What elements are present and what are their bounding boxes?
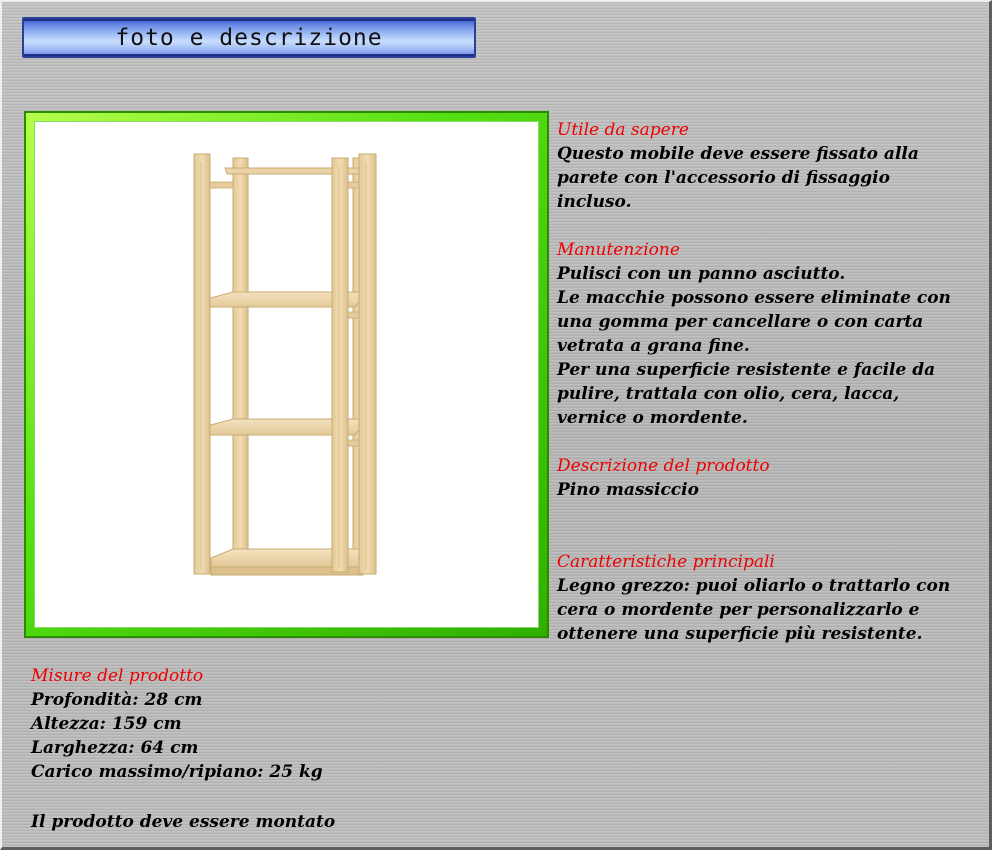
section-caratteristiche-principali bbox=[557, 550, 950, 646]
text-line: incluso. bbox=[557, 192, 632, 212]
text-line: Le macchie possono essere eliminate con bbox=[557, 288, 951, 308]
assembly-note: Il prodotto deve essere montato bbox=[31, 812, 336, 832]
text-line: Legno grezzo: puoi oliarlo o trattarlo con bbox=[557, 576, 951, 596]
text-line: Questo mobile deve essere fissato alla bbox=[557, 144, 919, 164]
text-line: Per una superficie resistente e facile da bbox=[557, 360, 936, 380]
measures-title: Misure del prodotto bbox=[31, 666, 204, 686]
section-manutenzione bbox=[557, 238, 951, 430]
section-body bbox=[557, 478, 770, 502]
section-utile-da-sapere bbox=[557, 118, 919, 214]
text-line: vetrata a grana fine. bbox=[557, 336, 750, 356]
section-title: Caratteristiche principali bbox=[557, 552, 775, 572]
measure-width: Larghezza: 64 cm bbox=[31, 738, 199, 758]
measure-depth: Profondità: 28 cm bbox=[31, 690, 203, 710]
section-title: Descrizione del prodotto bbox=[557, 456, 770, 476]
text-line: ottenere una superficie più resistente. bbox=[557, 624, 923, 644]
product-photo-frame bbox=[24, 111, 549, 638]
measure-max-load: Carico massimo/ripiano: 25 kg bbox=[31, 762, 323, 782]
text-line: Pulisci con un panno asciutto. bbox=[557, 264, 846, 284]
text-line: Pino massiccio bbox=[557, 480, 699, 500]
text-line: parete con l'accessorio di fissaggio bbox=[557, 168, 890, 188]
text-line: una gomma per cancellare o con carta bbox=[557, 312, 924, 332]
page-title: foto e descrizione bbox=[115, 24, 383, 51]
text-line: pulire, trattala con olio, cera, lacca, bbox=[557, 384, 900, 404]
section-title: Utile da sapere bbox=[557, 120, 689, 140]
shelf-unit-image bbox=[35, 122, 538, 627]
section-title: Manutenzione bbox=[557, 240, 680, 260]
section-body bbox=[557, 574, 950, 646]
title-bar bbox=[22, 17, 476, 58]
section-descrizione-del-prodotto bbox=[557, 454, 770, 502]
product-measures bbox=[31, 664, 323, 784]
text-line: cera o mordente per personalizzarlo e bbox=[557, 600, 920, 620]
section-body bbox=[557, 262, 951, 430]
measure-height: Altezza: 159 cm bbox=[31, 714, 182, 734]
text-line: vernice o mordente. bbox=[557, 408, 748, 428]
product-photo bbox=[34, 121, 539, 628]
section-body bbox=[557, 142, 919, 214]
